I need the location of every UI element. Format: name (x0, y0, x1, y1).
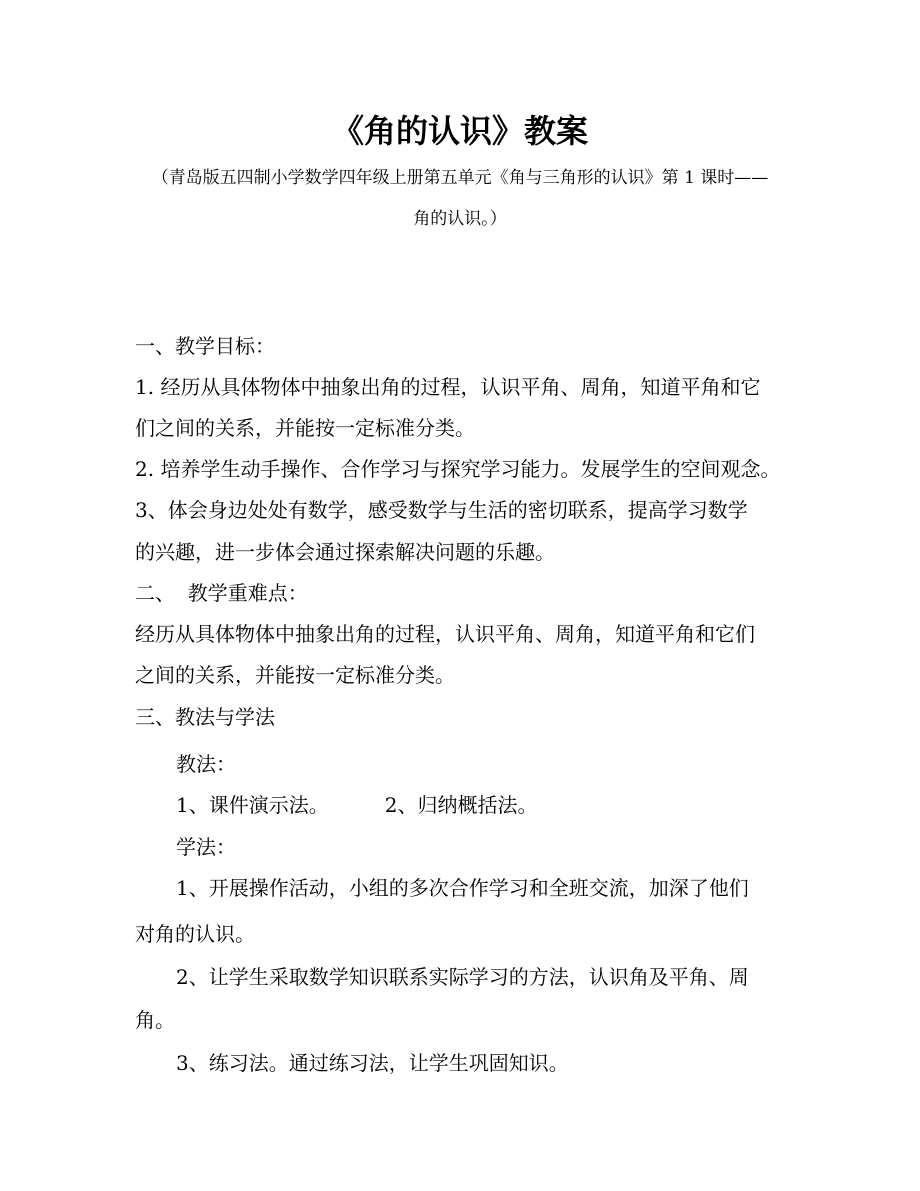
learning-method-2-line-1: 2、让学生采取数学知识联系实际学习的方法，认识角及平角、周 (176, 965, 749, 989)
goal-3-line-2: 的兴趣，进一步体会通过探索解决问题的乐趣。 (135, 540, 555, 564)
methods-heading: 三、教法与学法 (135, 705, 275, 729)
key-points-line-2: 之间的关系，并能按一定标准分类。 (135, 663, 455, 687)
subtitle-line-2: 角的认识。） (413, 209, 507, 229)
goal-1-line-1: 1. 经历从具体物体中抽象出角的过程，认识平角、周角，知道平角和它 (135, 375, 761, 399)
learning-method-1-line-1: 1、开展操作活动，小组的多次合作学习和全班交流，加深了他们 (176, 876, 749, 900)
teaching-methods-label: 教法： (176, 752, 236, 776)
learning-method-1-line-2: 对角的认识。 (135, 922, 255, 946)
subtitle-line-1: （青岛版五四制小学数学四年级上册第五单元《角与三角形的认识》第 1 课时—— (151, 168, 769, 188)
teaching-method-1: 1、课件演示法。 (176, 793, 329, 817)
goal-2: 2. 培养学生动手操作、合作学习与探究学习能力。发展学生的空间观念。 (135, 457, 781, 481)
teaching-methods-items (176, 789, 795, 821)
goals-heading: 一、教学目标： (135, 334, 275, 358)
key-points-heading: 二、 教学重难点： (135, 581, 308, 605)
document-title: 《角的认识》教案 (331, 112, 588, 150)
learning-method-2-line-2: 角。 (135, 1008, 175, 1032)
learning-methods-label: 学法： (176, 835, 236, 859)
goal-1-line-2: 们之间的关系，并能按一定标准分类。 (135, 416, 475, 440)
learning-method-3: 3、练习法。通过练习法，让学生巩固知识。 (176, 1051, 569, 1075)
key-points-line-1: 经历从具体物体中抽象出角的过程，认识平角、周角，知道平角和它们 (135, 622, 755, 646)
goal-3-line-1: 3、体会身边处处有数学，感受数学与生活的密切联系，提高学习数学 (135, 498, 748, 522)
teaching-method-2: 2、归纳概括法。 (384, 793, 538, 817)
